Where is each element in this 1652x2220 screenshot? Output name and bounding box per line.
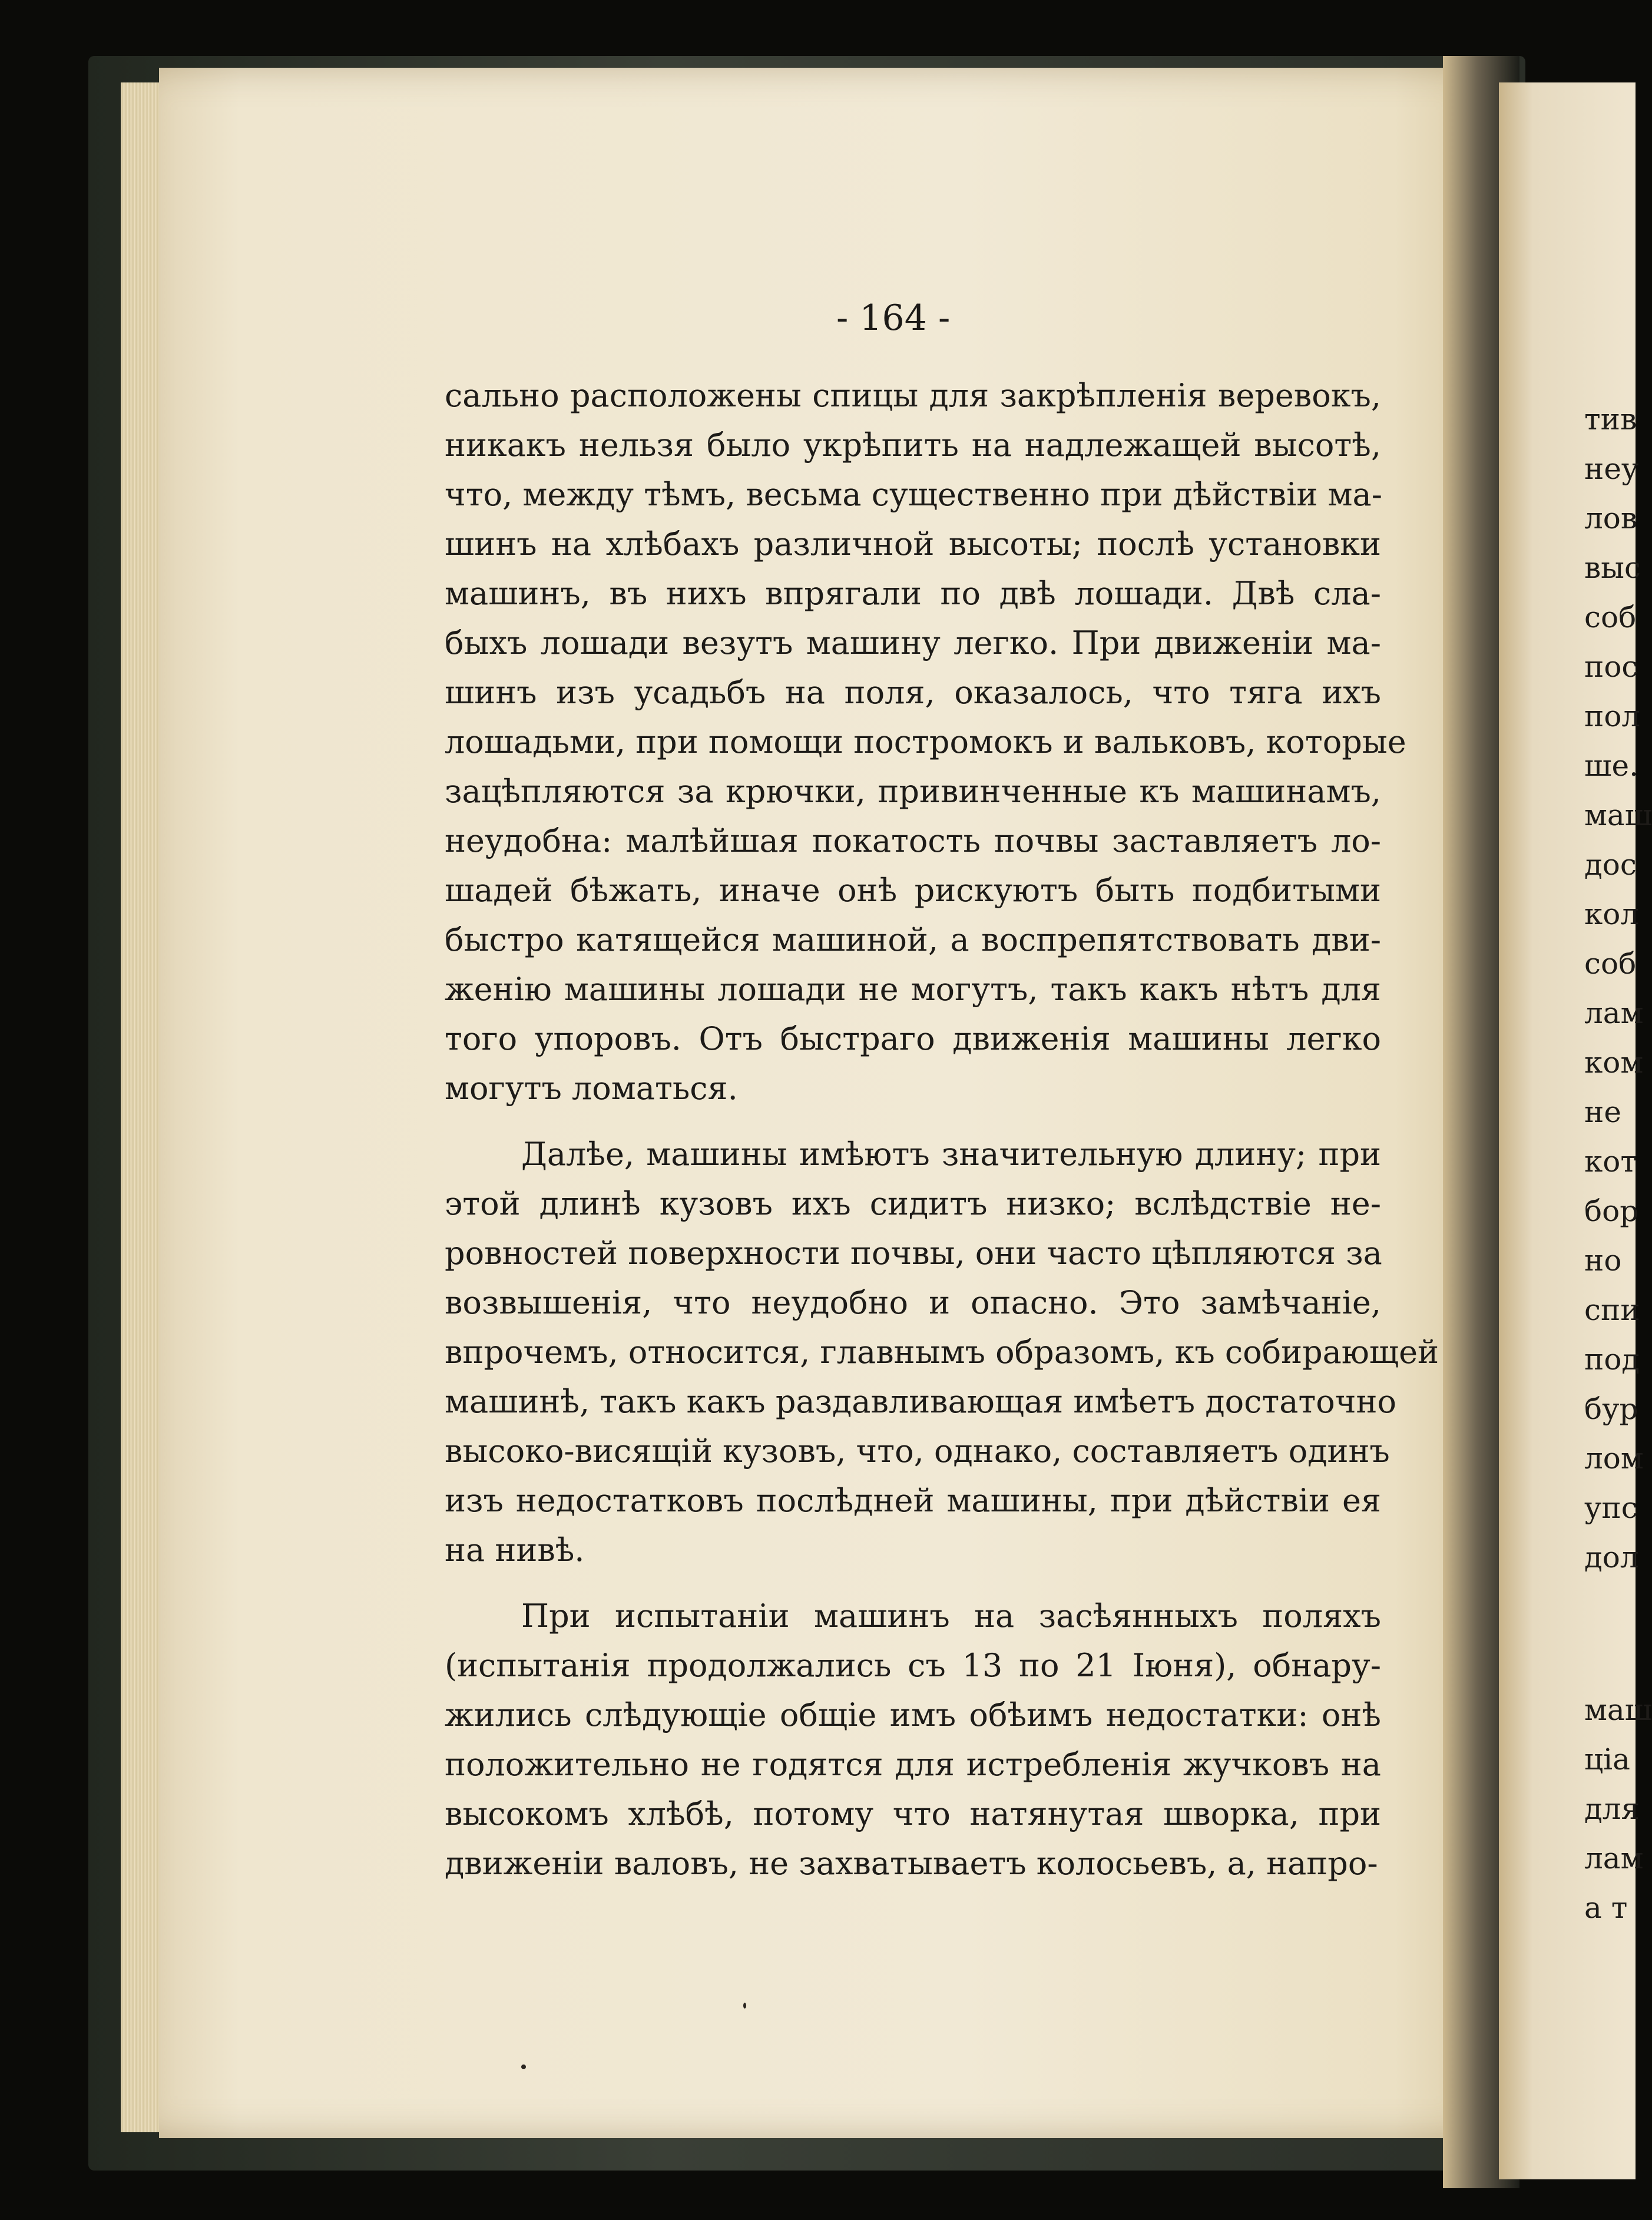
- text-line: что, между тѣмъ, весьма существенно при дѣйствіи ма-: [445, 476, 1382, 513]
- page-text: [445, 371, 1439, 1888]
- facing-text-line: маш: [1584, 798, 1652, 832]
- text-line: лошадьми, при помощи постромокъ и вальковъ, которые: [445, 723, 1406, 760]
- text-line: ровностей поверхности почвы, они часто цѣпляются за: [445, 1235, 1382, 1272]
- facing-text-line: спи: [1584, 1293, 1640, 1327]
- facing-text-top: [1584, 395, 1652, 1582]
- text-line: высоко-висящій кузовъ, что, однако, составляетъ одинъ: [445, 1432, 1390, 1470]
- text-line: сально расположены спицы для закрѣпленія веревокъ,: [445, 377, 1381, 414]
- facing-text-line: тив: [1584, 402, 1637, 436]
- facing-text-line: пос: [1584, 650, 1638, 684]
- facing-text-line: для: [1584, 1792, 1640, 1826]
- text-line: быстро катящейся машиной, а воспрепятствовать дви-: [445, 921, 1381, 958]
- facing-text-line: под: [1584, 1342, 1640, 1377]
- facing-text-line: ком: [1584, 1046, 1644, 1080]
- text-line: зацѣпляются за крючки, привинченные къ машинамъ,: [445, 773, 1381, 810]
- text-line: возвышенія, что неудобно и опасно. Это замѣчаніе,: [445, 1284, 1381, 1321]
- text-line: женію машины лошади не могутъ, такъ какъ нѣтъ для: [445, 971, 1381, 1008]
- text-line: положительно не годятся для истребленія жучковъ на: [445, 1746, 1381, 1783]
- text-line: высокомъ хлѣбѣ, потому что натянутая шворка, при: [445, 1795, 1381, 1832]
- text-line: Далѣе, машины имѣютъ значительную длину; при: [521, 1136, 1381, 1173]
- facing-text-line: маш: [1584, 1693, 1652, 1727]
- text-line: шадей бѣжать, иначе онѣ рискуютъ быть подбитыми: [445, 872, 1381, 909]
- text-line: шинъ на хлѣбахъ различной высоты; послѣ установки: [445, 525, 1381, 563]
- facing-page-text: [1584, 395, 1652, 1933]
- paragraph-1: [445, 371, 1406, 1113]
- facing-text-line: выс: [1584, 551, 1641, 585]
- text-line: При испытаніи машинъ на засѣянныхъ поляхъ: [521, 1597, 1381, 1635]
- facing-text-line: соб: [1584, 947, 1637, 981]
- text-line: быхъ лошади везутъ машину легко. При движеніи ма-: [445, 624, 1381, 661]
- facing-text-line: дос: [1584, 848, 1637, 882]
- ink-speck: [743, 2003, 746, 2009]
- facing-text-line: ше.: [1584, 749, 1638, 783]
- facing-text-line: бур: [1584, 1392, 1638, 1426]
- facing-text-line: дол: [1584, 1540, 1639, 1574]
- paragraph-3: [445, 1592, 1381, 1888]
- facing-text-line: не: [1584, 1095, 1621, 1129]
- facing-text-line: лом: [1584, 1441, 1644, 1475]
- facing-text-line: упс: [1584, 1491, 1638, 1525]
- facing-text-line: лов: [1584, 501, 1638, 535]
- text-line: движеніи валовъ, не захватываетъ колосьевъ, а, напро-: [445, 1845, 1378, 1882]
- facing-text-line: кол: [1584, 897, 1640, 931]
- text-line: машинъ, въ нихъ впрягали по двѣ лошади. Двѣ сла-: [445, 575, 1381, 612]
- facing-text-line: соб: [1584, 600, 1637, 634]
- facing-text-line: лам: [1584, 1841, 1644, 1875]
- facing-text-line: неу: [1584, 452, 1639, 486]
- text-line: жились слѣдующіе общіе имъ обѣимъ недостатки: онѣ: [445, 1696, 1381, 1733]
- facing-text-bottom: [1584, 1685, 1652, 1933]
- text-line: на нивѣ.: [445, 1531, 585, 1569]
- facing-text-line: бор: [1584, 1194, 1639, 1228]
- facing-text-line: а т: [1584, 1891, 1628, 1925]
- facing-text-line: ціа: [1584, 1742, 1630, 1776]
- text-line: этой длинѣ кузовъ ихъ сидитъ низко; вслѣдствіе не-: [445, 1185, 1381, 1222]
- text-line: никакъ нельзя было укрѣпить на надлежащей высотѣ,: [445, 426, 1381, 464]
- text-line: шинъ изъ усадьбъ на поля, оказалось, что тяга ихъ: [445, 674, 1381, 711]
- paragraph-2: [445, 1130, 1439, 1575]
- facing-text-line: но: [1584, 1243, 1622, 1278]
- text-line: изъ недостатковъ послѣдней машины, при дѣйствіи ея: [445, 1482, 1381, 1519]
- text-line: впрочемъ, относится, главнымъ образомъ, къ собирающей: [445, 1334, 1439, 1371]
- text-line: машинѣ, такъ какъ раздавливающая имѣетъ достаточно: [445, 1383, 1396, 1420]
- ink-speck: [521, 2064, 526, 2069]
- facing-text-line: кот: [1584, 1144, 1637, 1179]
- facing-text-line: пол: [1584, 699, 1641, 733]
- text-line: неудобна: малѣйшая покатость почвы заставляетъ ло-: [445, 822, 1381, 859]
- text-line: (испытанія продолжались съ 13 по 21 Іюня), обнару-: [445, 1647, 1381, 1684]
- page-number: - 164 -: [836, 297, 951, 339]
- text-line: могутъ ломаться.: [445, 1070, 738, 1107]
- text-line: того упоровъ. Отъ быстраго движенія машины легко: [445, 1020, 1381, 1057]
- facing-text-line: лам: [1584, 996, 1644, 1030]
